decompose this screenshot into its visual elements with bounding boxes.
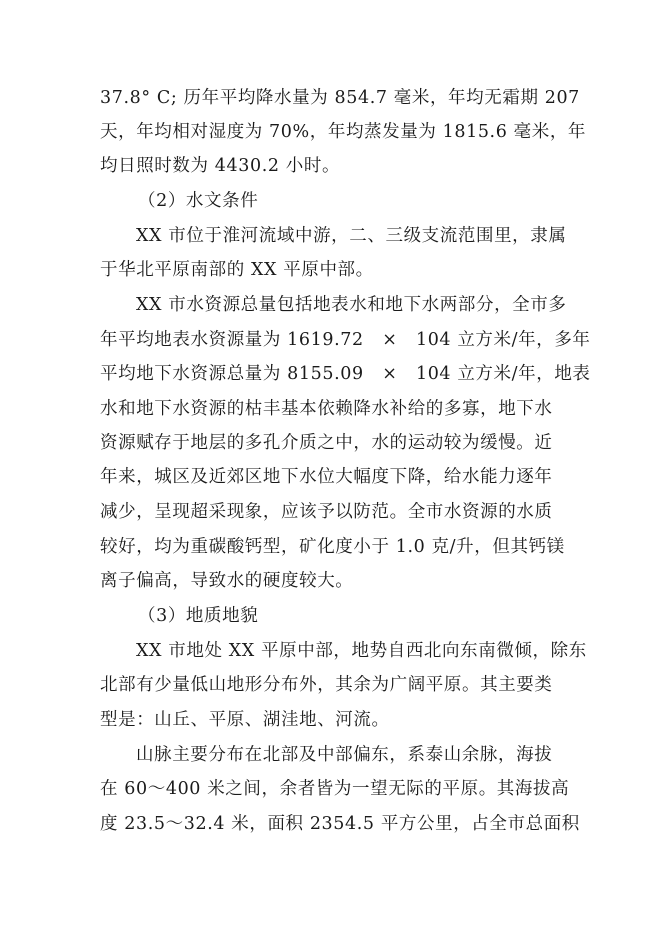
text-line: 于华北平原南部的 XX 平原中部。 bbox=[100, 260, 374, 280]
text-line: 较好，均为重碳酸钙型，矿化度小于 1.0 克/升，但其钙镁 bbox=[100, 537, 565, 557]
text-line: 均日照时数为 4430.2 小时。 bbox=[100, 156, 341, 176]
text-line: XX 市地处 XX 平原中部，地势自西北向东南微倾，除东 bbox=[136, 641, 587, 661]
section-heading-geology: （3）地质地貌 bbox=[138, 606, 259, 626]
text-line: XX 市位于淮河流域中游，二、三级支流范围里，隶属 bbox=[136, 226, 567, 246]
text-line: 在 60～400 米之间，余者皆为一望无际的平原。其海拔高 bbox=[100, 779, 570, 799]
text-line: 山脉主要分布在北部及中部偏东，系泰山余脉，海拔 bbox=[136, 745, 553, 765]
text-line: XX 市水资源总量包括地表水和地下水两部分，全市多 bbox=[136, 295, 567, 315]
text-line: 离子偏高，导致水的硬度较大。 bbox=[100, 571, 354, 591]
text-line: 度 23.5～32.4 米，面积 2354.5 平方公里，占全市总面积 bbox=[100, 814, 580, 834]
text-line: 平均地下水资源总量为 8155.09 × 104 立方米/年，地表 bbox=[100, 364, 591, 384]
text-line: 减少，呈现超采现象，应该予以防范。全市水资源的水质 bbox=[100, 502, 553, 522]
text-line: 北部有少量低山地形分布外，其余为广阔平原。其主要类 bbox=[100, 675, 553, 695]
text-line: 37.8° C; 历年平均降水量为 854.7 毫米，年均无霜期 207 bbox=[100, 88, 580, 108]
text-line: 资源赋存于地层的多孔介质之中，水的运动较为缓慢。近 bbox=[100, 433, 553, 453]
text-line: 天，年均相对湿度为 70%，年均蒸发量为 1815.6 毫米，年 bbox=[100, 122, 587, 142]
text-line: 型是：山丘、平原、湖洼地、河流。 bbox=[100, 710, 390, 730]
section-heading-hydrology: （2）水文条件 bbox=[138, 191, 259, 211]
text-line: 水和地下水资源的枯丰基本依赖降水补给的多寡，地下水 bbox=[100, 399, 553, 419]
text-line: 年平均地表水资源量为 1619.72 × 104 立方米/年，多年 bbox=[100, 330, 591, 350]
text-line: 年来，城区及近郊区地下水位大幅度下降，给水能力逐年 bbox=[100, 467, 553, 487]
